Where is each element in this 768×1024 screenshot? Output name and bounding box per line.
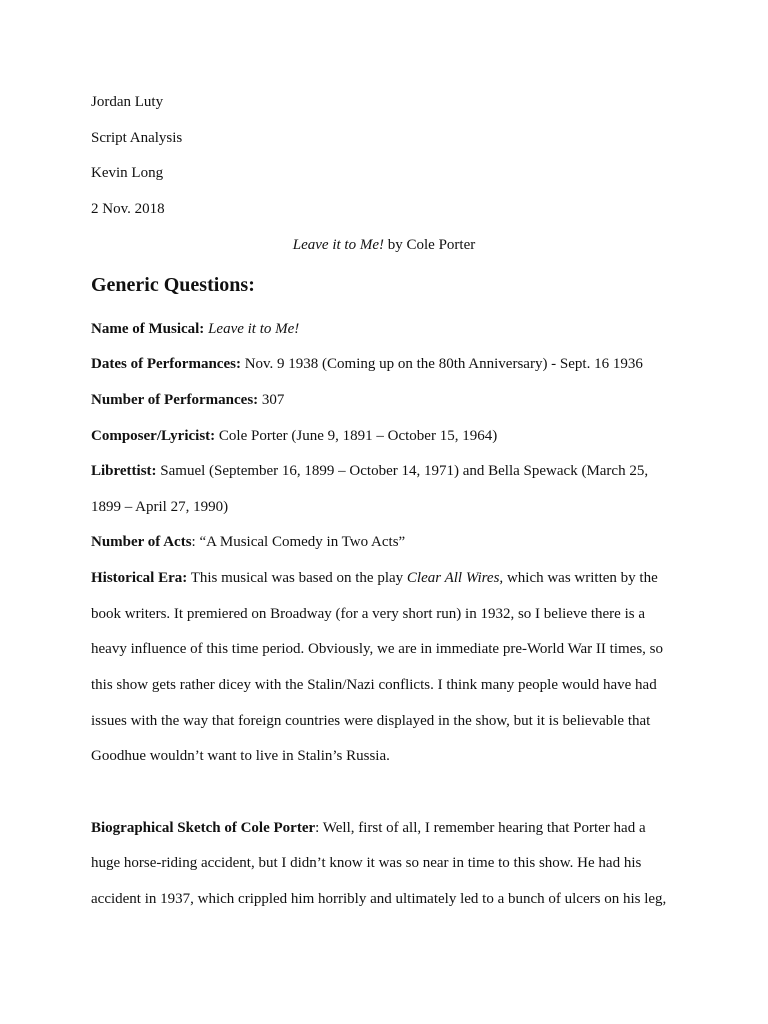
era-line-3: heavy influence of this time period. Obviously, we are in immediate pre-World War II times, so bbox=[91, 641, 664, 657]
course-name: Script Analysis bbox=[91, 130, 183, 146]
era-line-4: this show gets rather dicey with the Stalin/Nazi conflicts. I think many people would have had bbox=[91, 677, 657, 693]
field-label: Number of Acts bbox=[91, 534, 192, 550]
field-value: Cole Porter (June 9, 1891 – October 15, 1964) bbox=[215, 428, 498, 444]
field-label: Historical Era: bbox=[91, 570, 188, 586]
field-bio bbox=[91, 819, 646, 837]
title-work: Leave it to Me! bbox=[292, 237, 384, 253]
document-date: 2 Nov. 2018 bbox=[91, 201, 165, 217]
field-value: 307 bbox=[258, 392, 285, 408]
field-librettist-cont: 1899 – April 27, 1990) bbox=[91, 499, 229, 515]
field-label: Biographical Sketch of Cole Porter bbox=[91, 820, 316, 836]
field-era bbox=[91, 569, 658, 587]
field-label: Composer/Lyricist: bbox=[91, 428, 216, 444]
field-value: : “A Musical Comedy in Two Acts” bbox=[191, 534, 406, 550]
era-line-6: Goodhue wouldn’t want to live in Stalin’s Russia. bbox=[91, 748, 390, 764]
era-line-2: book writers. It premiered on Broadway (for a very short run) in 1932, so I believe there is a bbox=[91, 606, 645, 622]
era-text-b: which was written by the bbox=[503, 570, 658, 586]
field-value: Nov. 9 1938 (Coming up on the 80th Anniversary) - Sept. 16 1936 bbox=[240, 356, 643, 372]
field-label: Dates of Performances: bbox=[91, 356, 241, 372]
title-byline: by Cole Porter bbox=[383, 237, 476, 253]
field-label: Name of Musical: bbox=[91, 321, 205, 337]
field-acts bbox=[91, 533, 405, 551]
bio-text: : Well, first of all, I remember hearing that Porter had a bbox=[315, 820, 646, 836]
field-name-of-musical bbox=[91, 320, 299, 338]
section-heading: Generic Questions: bbox=[91, 274, 255, 296]
era-line-5: issues with the way that foreign countries were displayed in the show, but it is believable that bbox=[91, 713, 651, 729]
bio-line-2: huge horse-riding accident, but I didn’t know it was so near in time to this show. He had his bbox=[91, 855, 642, 871]
author-name: Jordan Luty bbox=[91, 94, 164, 110]
field-librettist bbox=[91, 462, 648, 480]
field-dates bbox=[91, 355, 643, 373]
era-text-a: This musical was based on the play bbox=[187, 570, 407, 586]
bio-line-3: accident in 1937, which crippled him horribly and ultimately led to a bunch of ulcers on his leg, bbox=[91, 891, 667, 907]
field-label: Number of Performances: bbox=[91, 392, 259, 408]
instructor-name: Kevin Long bbox=[91, 165, 164, 181]
field-composer bbox=[91, 427, 497, 445]
field-label: Librettist: bbox=[91, 463, 157, 479]
field-number-performances bbox=[91, 391, 284, 409]
field-value: Leave it to Me! bbox=[208, 321, 300, 337]
era-play-title: Clear All Wires, bbox=[406, 570, 504, 586]
field-value: Samuel (September 16, 1899 – October 14, 1971) and Bella Spewack (March 25, bbox=[156, 463, 649, 479]
document-title bbox=[0, 236, 768, 254]
